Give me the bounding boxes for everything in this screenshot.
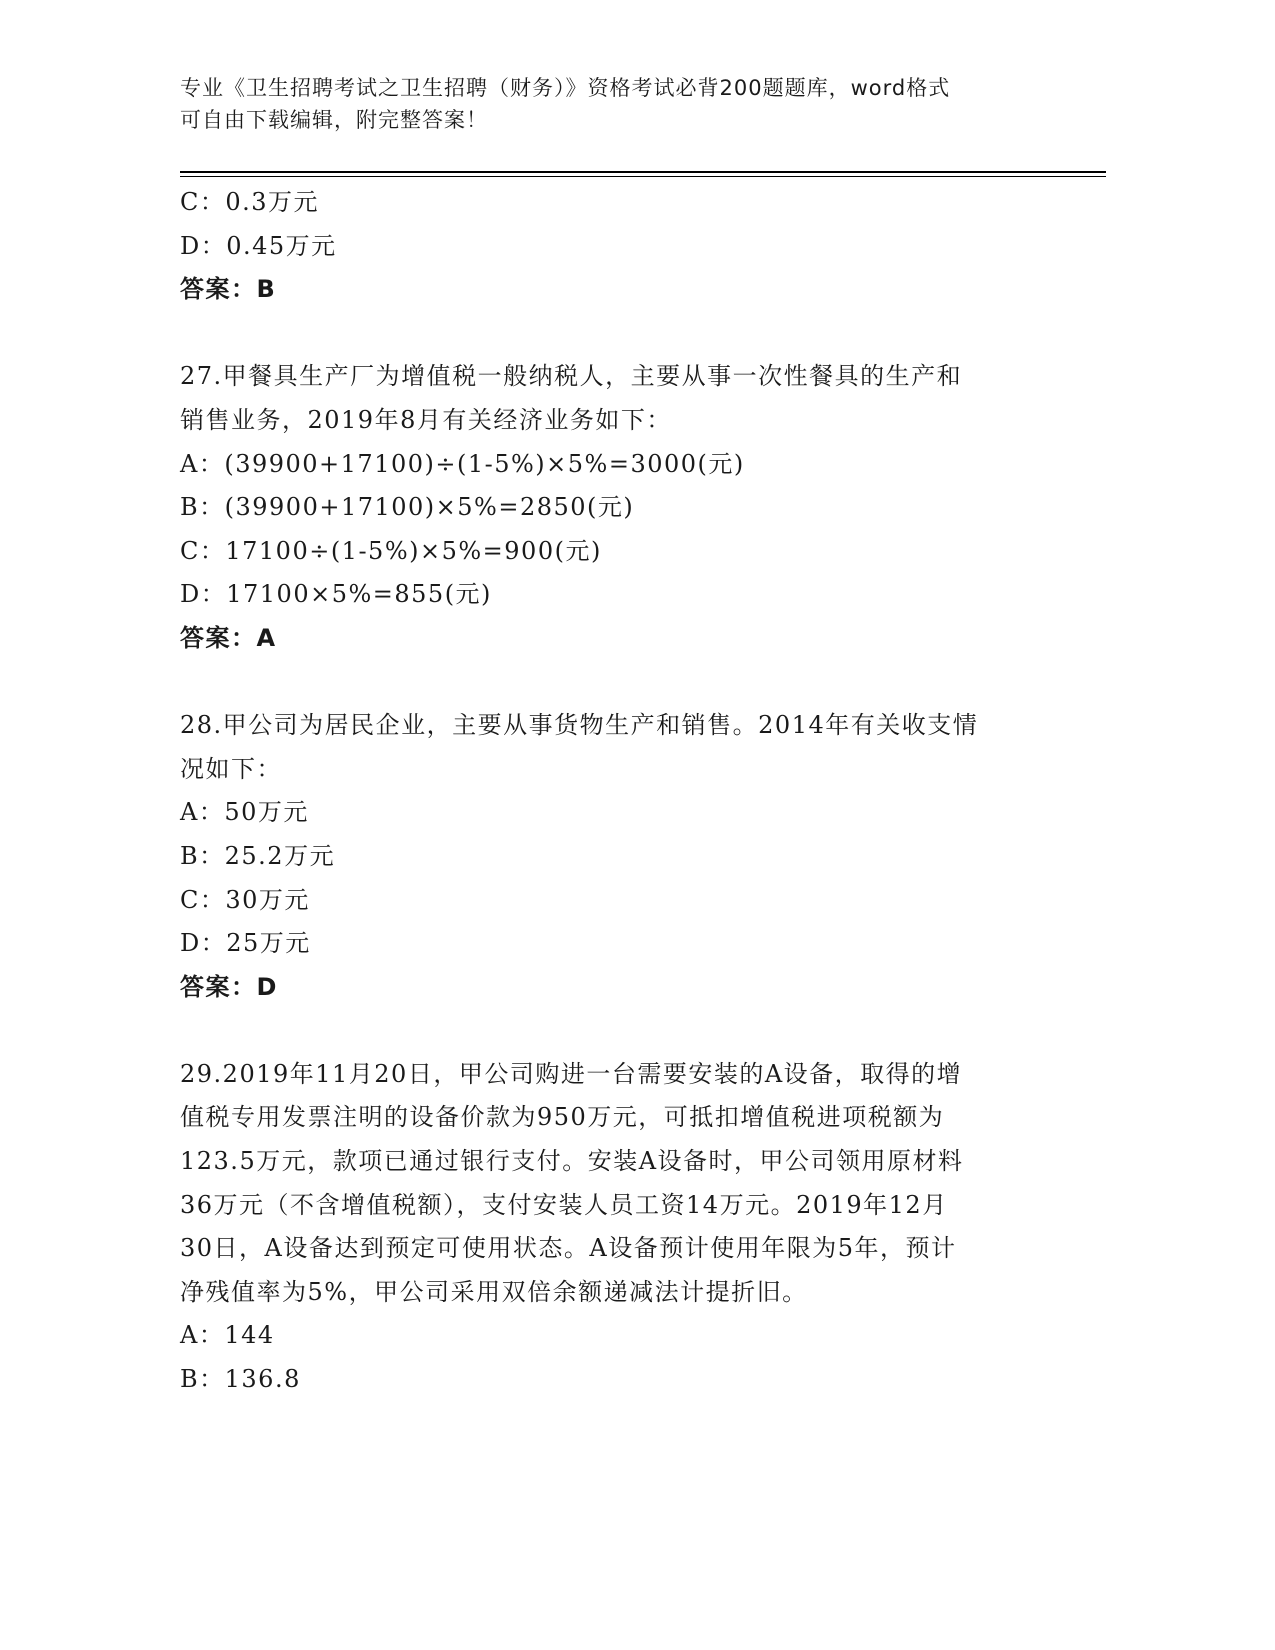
spacer (180, 312, 1050, 356)
question-27 (180, 355, 1050, 660)
question-26-tail (180, 181, 1050, 312)
option-d: D：25万元 (180, 929, 311, 958)
header-rule-thick (180, 171, 1106, 173)
option-c: C：30万元 (180, 885, 310, 914)
question-stem: 36万元（不含增值税额），支付安装人员工资14万元。2019年12月 (180, 1190, 948, 1219)
question-28 (180, 704, 1050, 1009)
question-stem: 123.5万元，款项已通过银行支付。安装A设备时，甲公司领用原材料 (180, 1147, 964, 1176)
option-c: C：17100÷(1-5%)×5%=900(元) (180, 536, 602, 565)
option-d: D：17100×5%=855(元) (180, 580, 492, 609)
spacer (180, 661, 1050, 705)
spacer (180, 1009, 1050, 1053)
answer-line: 答案：A (180, 623, 277, 652)
page-header (180, 72, 1040, 136)
question-stem: 况如下： (180, 754, 282, 783)
option-a: A：144 (180, 1321, 275, 1350)
question-stem: 29.2019年11月20日，甲公司购进一台需要安装的A设备，取得的增 (180, 1059, 963, 1088)
option-d: D：0.45万元 (180, 231, 337, 260)
option-b: B：25.2万元 (180, 841, 336, 870)
question-stem: 净残值率为5%，甲公司采用双倍余额递减法计提折旧。 (180, 1277, 808, 1306)
question-stem: 27.甲餐具生产厂为增值税一般纳税人，主要从事一次性餐具的生产和 (180, 362, 963, 391)
question-stem: 销售业务，2019年8月有关经济业务如下： (180, 405, 672, 434)
option-a: A：50万元 (180, 798, 309, 827)
option-b: B：(39900+17100)×5%=2850(元) (180, 493, 635, 522)
question-stem: 30日，A设备达到预定可使用状态。A设备预计使用年限为5年，预计 (180, 1234, 957, 1263)
header-line-2: 可自由下载编辑，附完整答案！ (180, 108, 488, 132)
question-stem: 值税专用发票注明的设备价款为950万元，可抵扣增值税进项税额为 (180, 1103, 945, 1132)
answer-line: 答案：D (180, 972, 278, 1001)
option-b: B：136.8 (180, 1365, 301, 1394)
question-stem: 28.甲公司为居民企业，主要从事货物生产和销售。2014年有关收支情 (180, 711, 979, 740)
header-rule-thin (180, 176, 1106, 177)
question-29 (180, 1053, 1050, 1402)
option-c: C：0.3万元 (180, 188, 320, 216)
question-content (180, 181, 1050, 1402)
option-a: A：(39900+17100)÷(1-5%)×5%=3000(元) (180, 449, 745, 478)
header-line-1: 专业《卫生招聘考试之卫生招聘（财务）》资格考试必背200题题库，word格式 (180, 76, 951, 100)
answer-line: 答案：B (180, 275, 277, 304)
